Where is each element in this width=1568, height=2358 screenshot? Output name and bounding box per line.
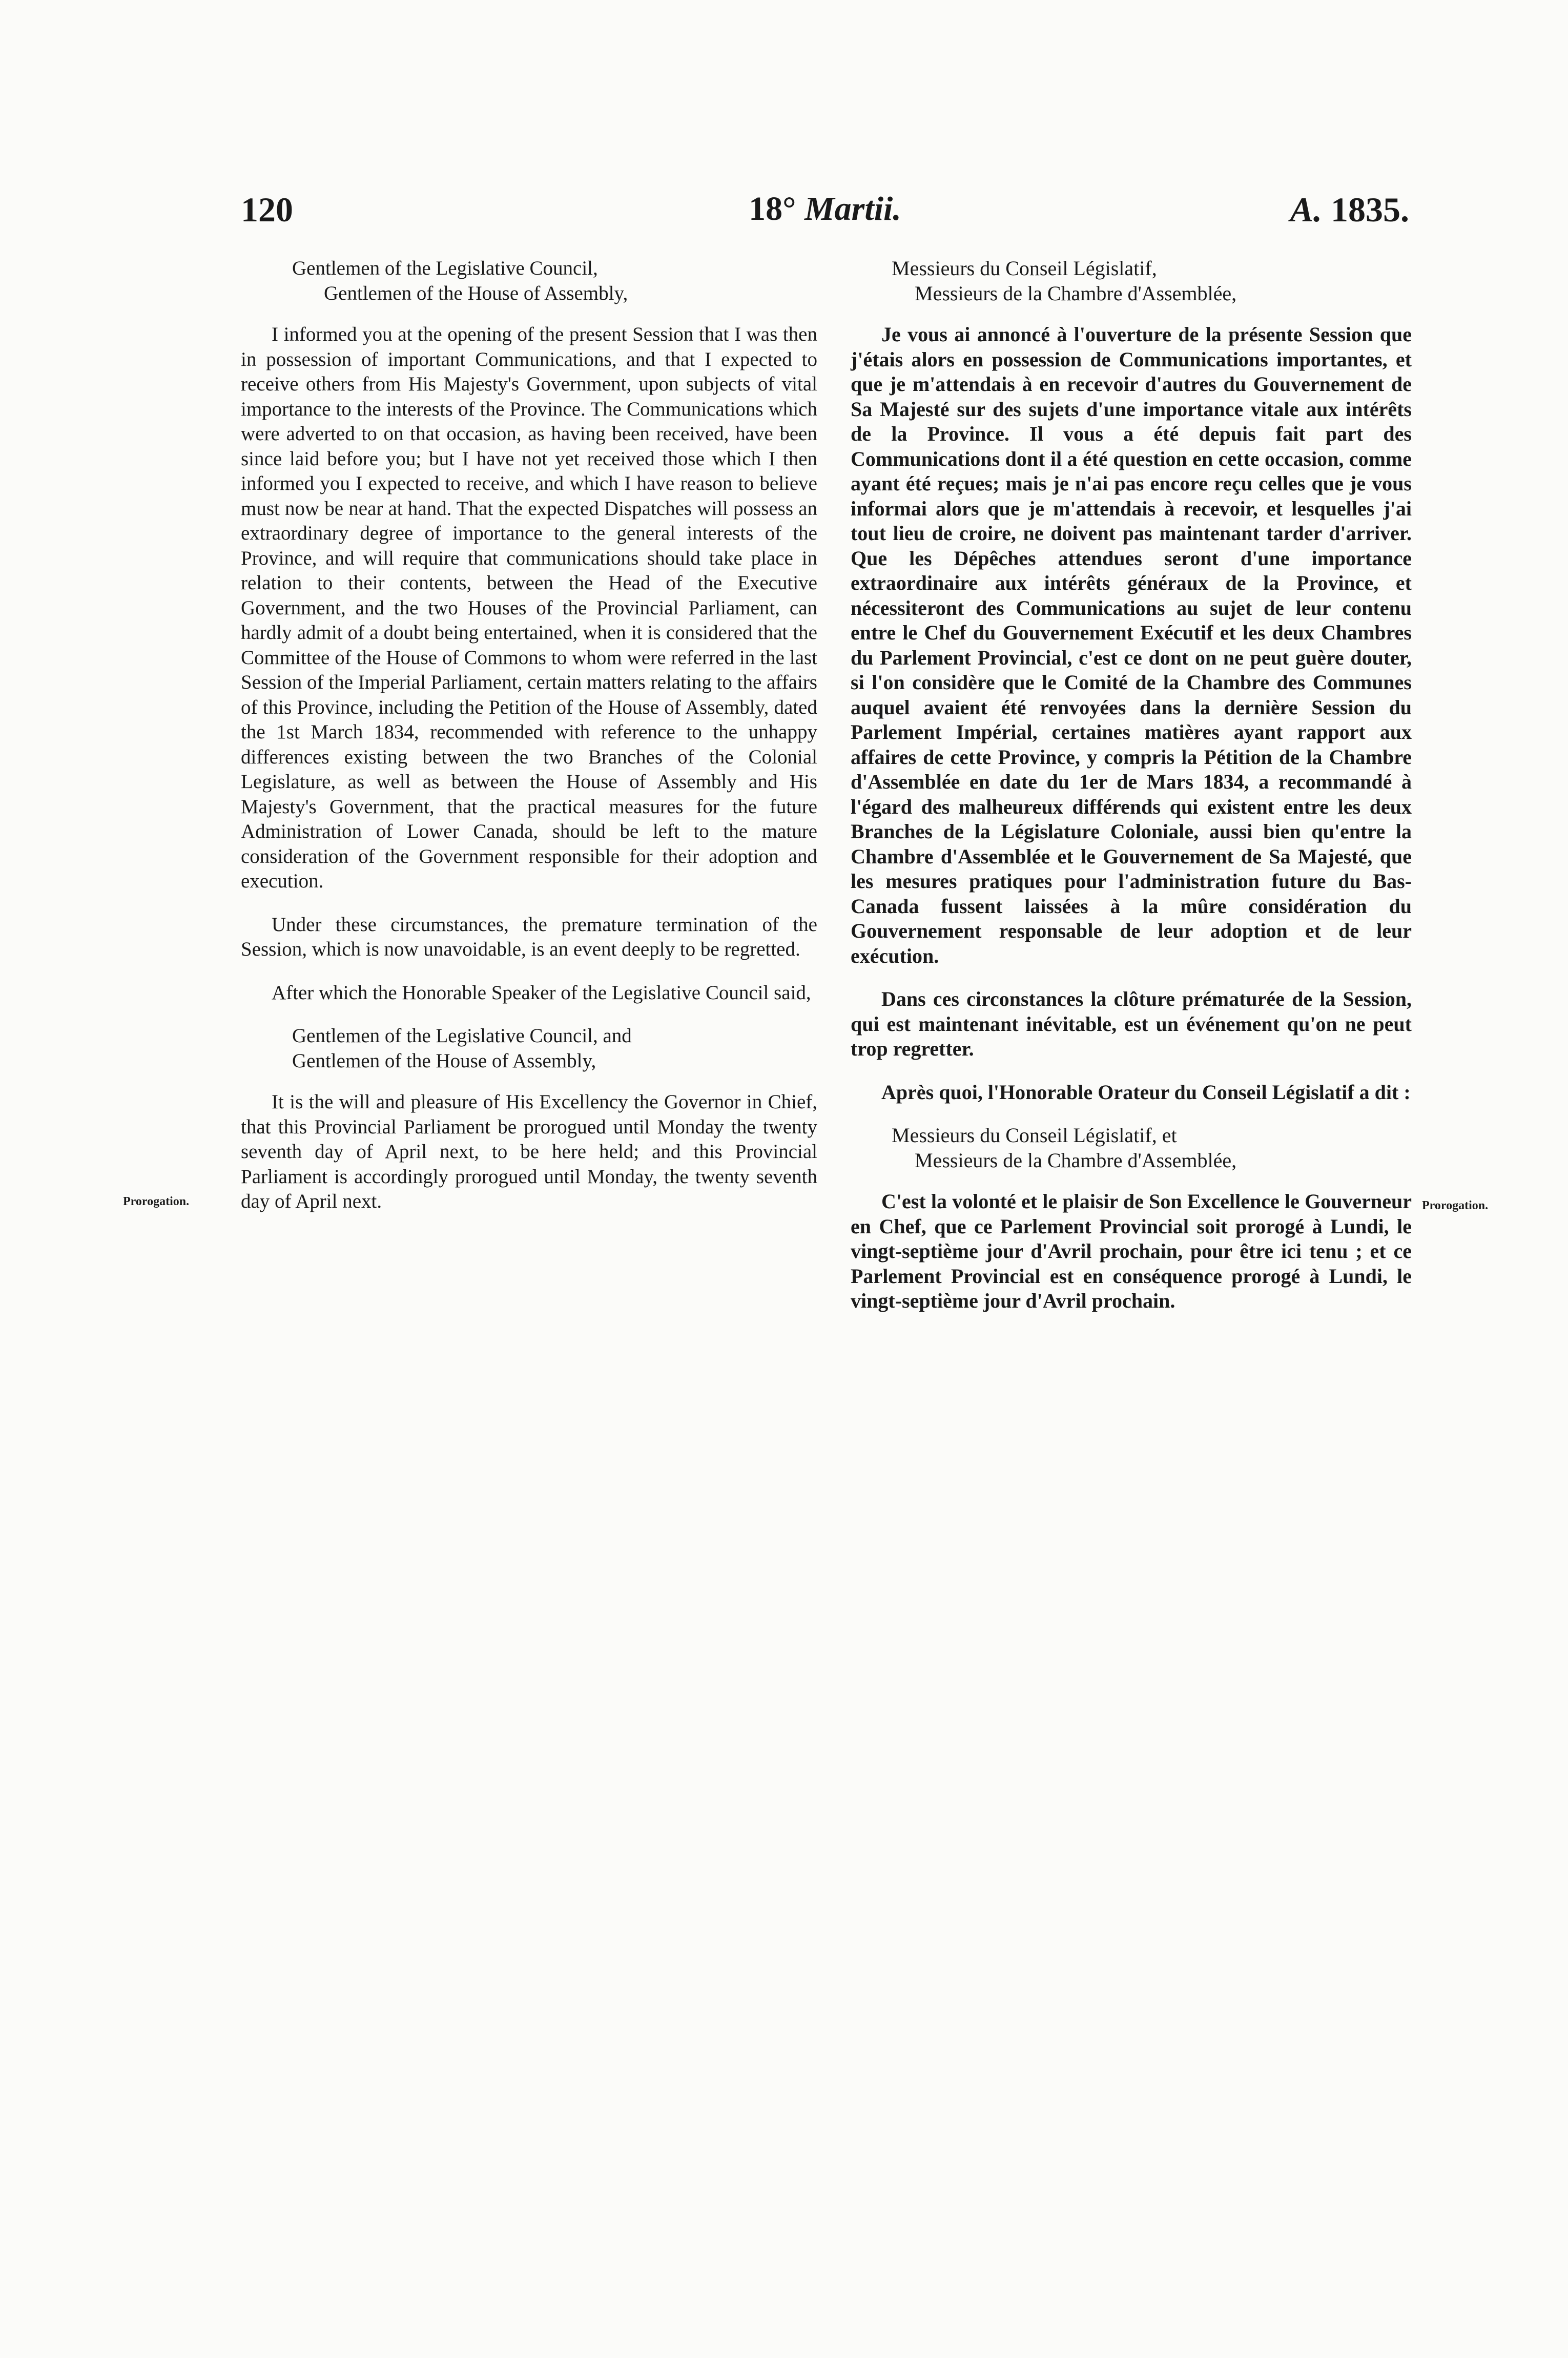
french-address-1 [892,256,1412,306]
french-address-2-line-2: Messieurs de la Chambre d'Assemblée, [915,1148,1237,1172]
year-value: 1835. [1331,190,1409,229]
english-paragraph-1: I informed you at the opening of the present Session that I was then in possession of important Communications, and that I expected to receive others from His Majesty's Government, upon subjects of vital importance to the interests of the Province. The Communications which were adverted to on that occasion, as having been received, have been since laid before you; but I have not yet received those which I then informed you I expected to receive, and which I have reason to believe must now be near at hand. That the expected Dispatches will possess an extraordinary degree of importance to the general interests of the Province, and will require that communications should take place in relation to their contents, between the Head of the Executive Government, and the two Houses of the Provincial Parliament, can hardly admit of a doubt being entertained, when it is considered that the Committee of the House of Commons to whom were referred in the last Session of the Imperial Parliament, certain matters relating to the affairs of this Province, including the Petition of the House of Assembly, dated the 1st March 1834, recommended with reference to the unhappy differences existing between the two Branches of the Colonial Legislature, as well as between the House of Assembly and His Majesty's Government, that the practical measures for the future Administration of Lower Canada, should be left to the mature consideration of the Government responsible for their adoption and execution. [241,323,817,892]
date-month: Martii. [804,190,901,227]
page-header [241,190,1409,236]
french-address-1-line-2: Messieurs de la Chambre d'Assemblée, [915,281,1237,305]
margin-note-left: Prorogation. [123,1195,190,1208]
page-number: 120 [241,190,293,229]
english-address-1-line-1: Gentlemen of the Legislative Council, [292,257,598,279]
french-address-1-line-1: Messieurs du Conseil Législatif, [892,257,1157,280]
french-paragraph-4: C'est la volonté et le plaisir de Son Excellence le Gouverneur en Chef, que ce Parlement Provincial soit prorogé à Lundi, le vingt-septième jour d'Avril prochain, pour être ici tenu ; et ce Parlement Provincial est en conséquence prorogé à Lundi, le vingt-septième jour d'Avril prochain. [851,1190,1412,1312]
french-paragraph-1: Je vous ai annoncé à l'ouverture de la présente Session que j'étais alors en possession de Communications importantes, et que je m'attendais à en recevoir d'autres du Gouvernement de Sa Majesté sur des sujets d'une importance vitale aux intérêts de la Province. Il vous a été depuis fait part des Communications dont il a été question en cette occasion, comme ayant été reçues; mais je n'ai pas encore reçu celles que je vous informai alors que je m'attendais à recevoir, et lesquelles j'ai tout lieu de croire, ne doivent pas maintenant tarder d'arriver. Que les Dépêches attendues seront d'une importance extraordinaire aux intérêts généraux de la Province, et nécessiteront des Communications au sujet de leur contenu entre le Chef du Gouvernement Exécutif et les deux Chambres du Parlement Provincial, c'est ce dont on ne peut guère douter, si l'on considère que le Comité de la Chambre des Communes auquel avaient été renvoyées dans la dernière Session du Parlement Impérial, certaines matières ayant rapport aux affaires de cette Province, y compris la Pétition de la Chambre d'Assemblée en date du 1er de Mars 1834, a recommandé à l'égard des malheureux différends qui existent entre les deux Branches de la Législature Coloniale, aussi bien qu'entre la Chambre d'Assemblée et le Gouvernement de Sa Majesté, que les mesures pratiques pour l'administration future du Bas-Canada fussent laissées à la mûre considération du Gouvernement responsable de leur adoption et de leur exécution. [851,323,1412,967]
english-paragraph-3: After which the Honorable Speaker of the Legislative Council said, [272,981,811,1004]
english-address-1-line-2: Gentlemen of the House of Assembly, [324,282,628,304]
page-date [241,190,1409,229]
page-year [1290,190,1409,230]
year-prefix: A. [1290,190,1322,229]
french-address-2-line-1: Messieurs du Conseil Législatif, et [892,1124,1177,1147]
english-address-2 [292,1024,817,1073]
french-paragraph-2: Dans ces circonstances la clôture prématurée de la Session, qui est maintenant inévitable, est un événement qu'on ne peut trop regretter. [851,987,1412,1060]
english-paragraph-4: It is the will and pleasure of His Excellency the Governor in Chief, that this Provincial Parliament be prorogued until Monday the twenty seventh day of April next, to be here held; and this Provincial Parliament is accordingly prorogued until Monday, the twenty seventh day of April next. [241,1091,817,1212]
margin-note-right: Prorogation. [1422,1199,1489,1212]
french-paragraph-3: Après quoi, l'Honorable Orateur du Conseil Législatif a dit : [881,1080,1411,1104]
french-address-2 [892,1123,1412,1173]
english-address-2-line-2: Gentlemen of the House of Assembly, [292,1049,596,1072]
english-address-2-line-1: Gentlemen of the Legislative Council, and [292,1025,632,1047]
date-day: 18° [749,190,796,227]
french-column [851,256,1412,1332]
english-address-1 [292,256,817,306]
english-column [241,256,817,1233]
english-paragraph-2: Under these circumstances, the premature termination of the Session, which is now unavoidable, is an event deeply to be regretted. [241,913,817,960]
